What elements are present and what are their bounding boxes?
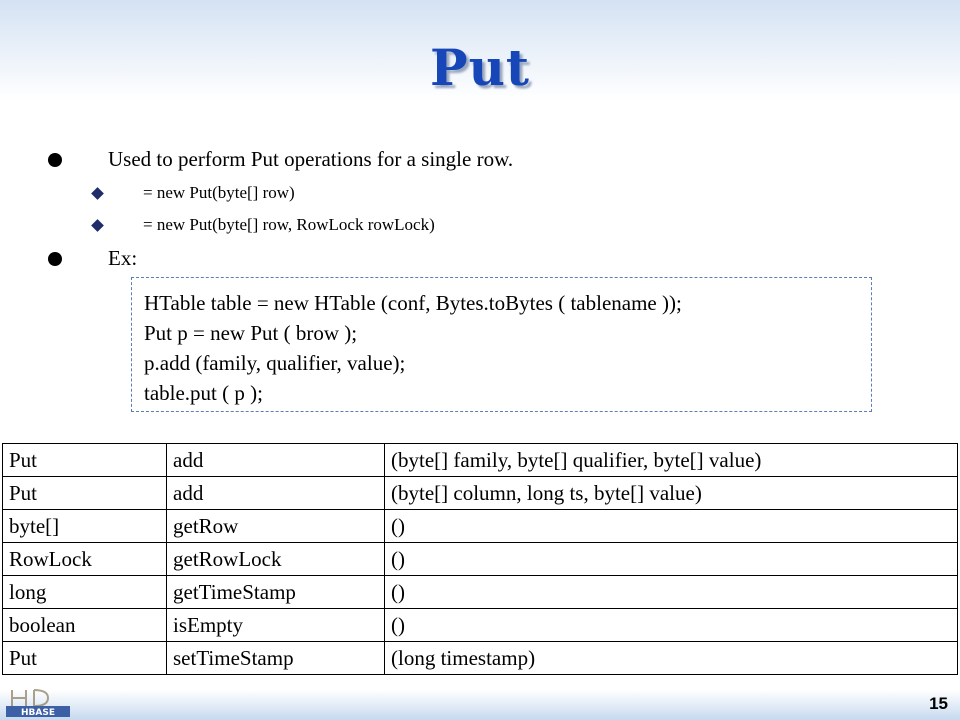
return-type-cell: byte[] — [3, 510, 167, 543]
bullet-dot-icon — [48, 252, 62, 266]
bullet-dot-icon — [48, 153, 62, 167]
return-type-cell: Put — [3, 477, 167, 510]
return-type-cell: Put — [3, 444, 167, 477]
method-table — [2, 443, 958, 675]
params-cell: (long timestamp) — [385, 642, 958, 675]
diamond-bullet-icon — [91, 219, 104, 232]
method-name-cell: setTimeStamp — [167, 642, 385, 675]
logo-text: HBASE — [21, 708, 55, 718]
sub-bullet-item — [93, 215, 435, 235]
table-row — [3, 444, 958, 477]
method-name-cell: getRow — [167, 510, 385, 543]
return-type-cell: boolean — [3, 609, 167, 642]
table-row — [3, 477, 958, 510]
table-row — [3, 510, 958, 543]
code-line: p.add (family, qualifier, value); — [144, 351, 406, 375]
return-type-cell: Put — [3, 642, 167, 675]
table-row — [3, 609, 958, 642]
sub-bullet-text: = new Put(byte[] row) — [143, 183, 295, 202]
page-number: 15 — [929, 694, 948, 713]
sub-bullet-text: = new Put(byte[] row, RowLock rowLock) — [143, 215, 435, 234]
code-example-box — [131, 277, 872, 412]
method-name-cell: getTimeStamp — [167, 576, 385, 609]
bullet-text: Ex: — [108, 246, 138, 270]
params-cell: (byte[] family, byte[] qualifier, byte[] value) — [385, 444, 958, 477]
bullet-text: Used to perform Put operations for a single row. — [108, 147, 514, 171]
bullet-item — [48, 246, 137, 271]
footer-bar — [0, 690, 960, 720]
method-name-cell: getRowLock — [167, 543, 385, 576]
params-cell: () — [385, 543, 958, 576]
code-line: Put p = new Put ( brow ); — [144, 321, 358, 345]
bullet-item — [48, 147, 513, 172]
method-name-cell: add — [167, 444, 385, 477]
table-row — [3, 576, 958, 609]
method-name-cell: add — [167, 477, 385, 510]
table-row — [3, 642, 958, 675]
table-row — [3, 543, 958, 576]
return-type-cell: RowLock — [3, 543, 167, 576]
slide-title: Put — [429, 38, 531, 97]
diamond-bullet-icon — [91, 187, 104, 200]
code-line: table.put ( p ); — [144, 381, 263, 405]
code-line: HTable table = new HTable (conf, Bytes.toBytes ( tablename )); — [144, 291, 682, 315]
params-cell: () — [385, 609, 958, 642]
return-type-cell: long — [3, 576, 167, 609]
hbase-logo-icon — [4, 686, 72, 718]
params-cell: (byte[] column, long ts, byte[] value) — [385, 477, 958, 510]
params-cell: () — [385, 510, 958, 543]
method-name-cell: isEmpty — [167, 609, 385, 642]
params-cell: () — [385, 576, 958, 609]
sub-bullet-item — [93, 183, 295, 203]
